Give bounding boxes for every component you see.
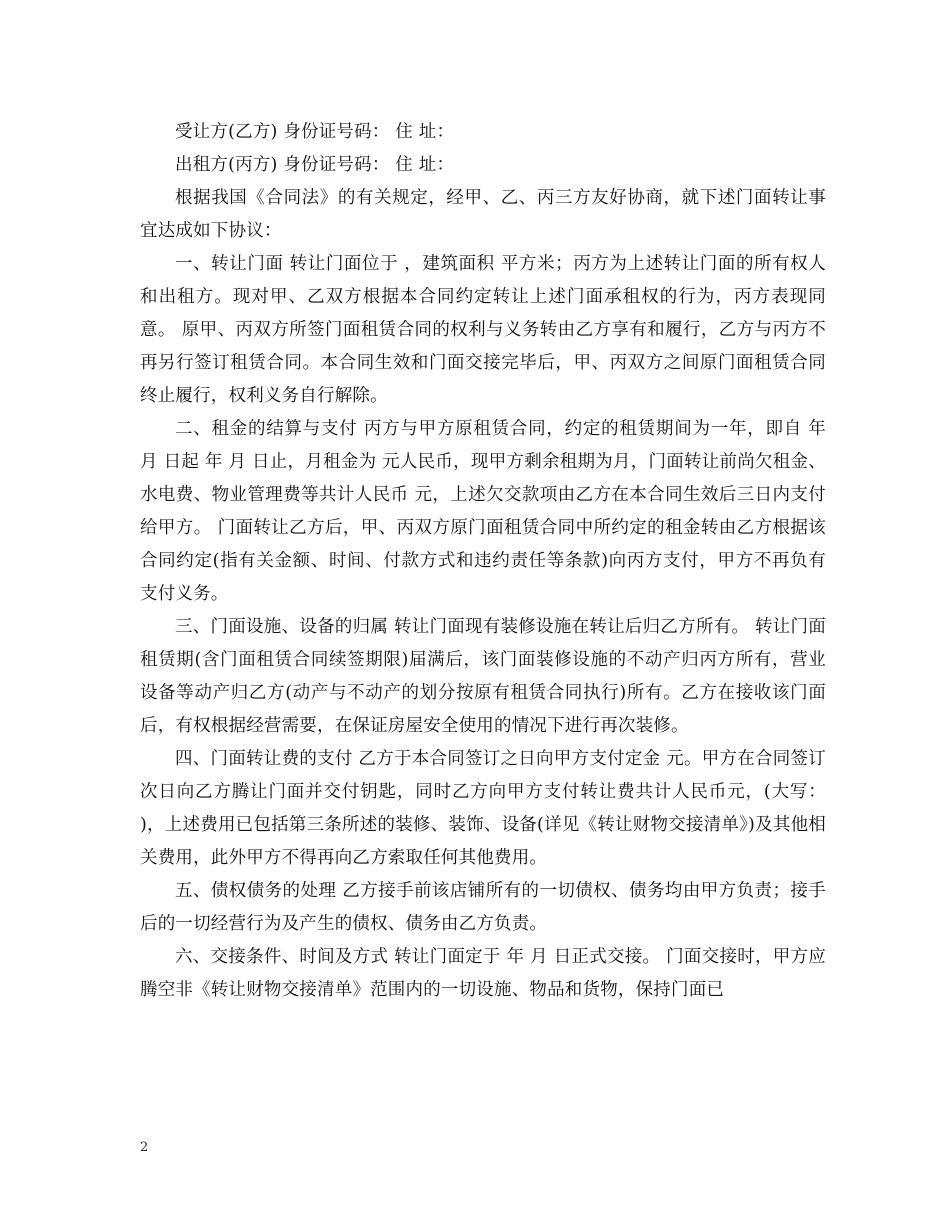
clause-2-paragraph: 二、租金的结算与支付 丙方与甲方原租赁合同，约定的租赁期间为一年，即自 年 月 日起 年 月 日止，月租金为 元人民币，现甲方剩余租期为月，门面转让前尚欠租金、水电费、物业管理费等共计人民币 元，上述欠交款项由乙方在本合同生效后三日内支付给甲方。 门面转让乙方后，甲、丙双方原门面租赁合同中所约定的租金转由乙方根据该合同约定(指有关金额、时间、付款方式和违约责任等条款)向丙方支付，甲方不再负有支付义务。 xyxy=(140,419,826,604)
party-b-line: 受让方(乙方) 身份证号码： 住 址： xyxy=(175,122,455,142)
clause-3-paragraph: 三、门面设施、设备的归属 转让门面现有装修设施在转让后归乙方所有。 转让门面租赁期(含门面租赁合同续签期限)届满后，该门面装修设施的不动产归丙方所有，营业设备等动产归乙方(动产与不动产的划分按原有租赁合同执行)所有。乙方在接收该门面后，有权根据经营需要，在保证房屋安全使用的情况下进行再次装修。 xyxy=(140,617,826,736)
clause-4-paragraph: 四、门面转让费的支付 乙方于本合同签订之日向甲方支付定金 元。甲方在合同签订次日向乙方腾让门面并交付钥匙，同时乙方向甲方支付转让费共计人民币元，(大写： )，上述费用已包括第三条所述的装修、装饰、设备(详见《转让财物交接清单》)及其他相关费用，此外甲方不得再向乙方索取任何其他费用。 xyxy=(140,749,826,868)
party-c-line: 出租方(丙方) 身份证号码： 住 址： xyxy=(175,155,455,175)
clause-1-paragraph: 一、转让门面 转让门面位于 ，建筑面积 平方米；丙方为上述转让门面的所有权人和出租方。现对甲、乙双方根据本合同约定转让上述门面承租权的行为，丙方表现同意。 原甲、丙双方所签门面租赁合同的权利与义务转由乙方享有和履行，乙方与丙方不再另行签订租赁合同。本合同生效和门面交接完毕后，甲、丙双方之间原门面租赁合同终止履行，权利义务自行解除。 xyxy=(140,254,826,406)
page-number: 2 xyxy=(140,1140,149,1155)
clause-5-paragraph: 五、债权债务的处理 乙方接手前该店铺所有的一切债权、债务均由甲方负责；接手后的一切经营行为及产生的债权、债务由乙方负责。 xyxy=(140,881,826,934)
preamble-paragraph: 根据我国《合同法》的有关规定，经甲、乙、丙三方友好协商，就下述门面转让事宜达成如下协议： xyxy=(140,188,826,241)
document-body xyxy=(140,116,826,1007)
clause-6-paragraph: 六、交接条件、时间及方式 转让门面定于 年 月 日正式交接。 门面交接时，甲方应腾空非《转让财物交接清单》范围内的一切设施、物品和货物，保持门面已 xyxy=(140,947,826,1000)
